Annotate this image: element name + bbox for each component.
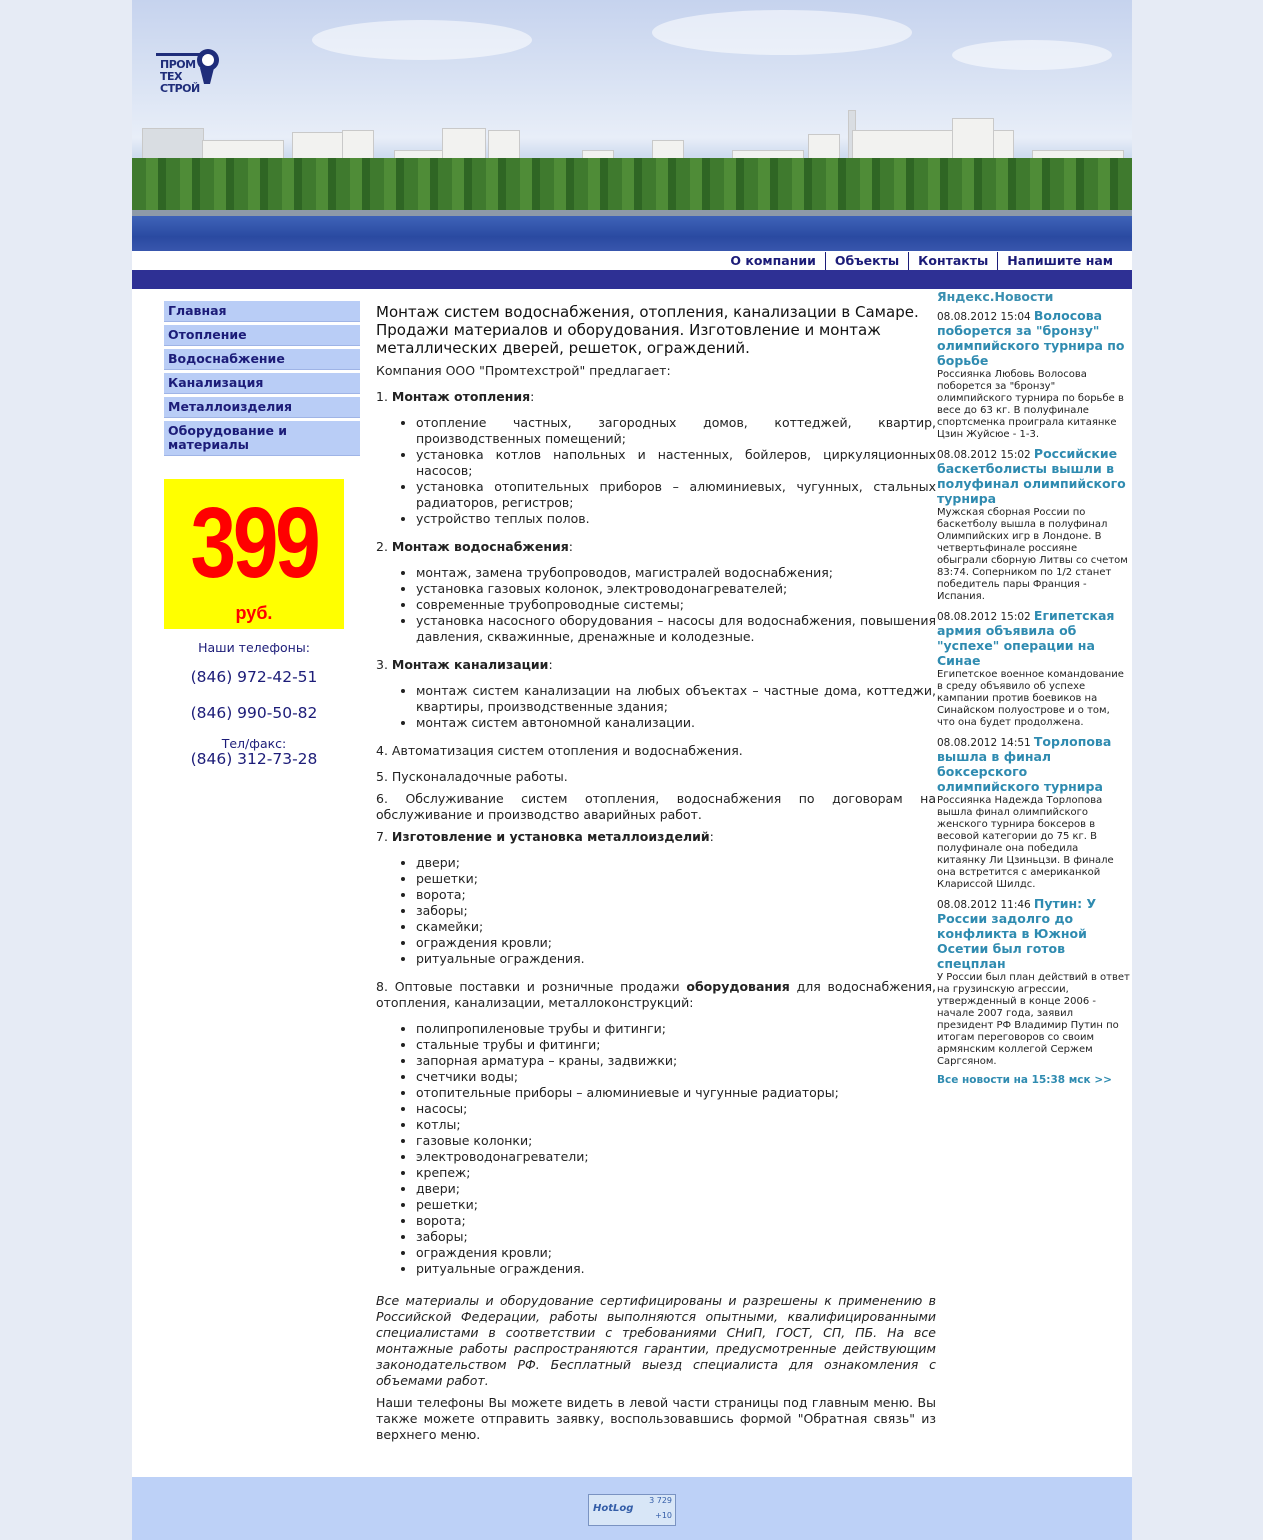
section-title: Монтаж водоснабжения [391,539,569,554]
section-water-list [376,565,936,645]
nav-about[interactable]: О компании [730,253,816,268]
section-sewerage-heading: 3. Монтаж канализации: [376,657,553,672]
section-number: 2. [376,539,392,554]
sidebar-item-metal-products[interactable]: Металлоизделия [164,397,360,418]
news-headline-link[interactable]: Египетская армия объявила об "успехе" операции на Синае [937,608,1115,668]
section-heating-heading: 1. Монтаж отопления: [376,389,535,404]
list-item: • скамейки; [416,919,936,935]
section-maintenance: 6. Обслуживание систем отопления, водоснабжения по договорам на обслуживание и производство аварийных работ. [376,791,936,822]
news-item [937,609,1130,729]
list-item: • установка насосного оборудования – насосы для водоснабжения, повышения давления, скважинные, дренажные и колодезные. [416,613,936,645]
top-navigation [721,252,1122,270]
list-item: • электроводонагреватели; [416,1149,936,1165]
list-item: • двери; [416,855,936,871]
certification-note: Все материалы и оборудование сертифицированы и разрешены к применению в Российской Федерации, работы выполняются опытными, квалифицированными специалистами в соответствии с требованиями СНиП, ГОСТ, СП, ПБ. На все монтажные работы распространяются гарантии, предусмотренные действующим законодательством РФ. Бесплатный выезд специалиста для ознакомления с объемами работ. [376,1293,936,1388]
section-text: для водоснабжения, отопления, канализации, металлоконструкций: [376,979,936,1010]
section-sewerage-list [376,683,936,731]
list-item: • современные трубопроводные системы; [416,597,936,613]
section-text: 8. Оптовые поставки и розничные продажи [376,979,687,994]
list-item: • полипропиленовые трубы и фитинги; [416,1021,936,1037]
sidebar-item-water-supply[interactable]: Водоснабжение [164,349,360,370]
list-item: • ограждения кровли; [416,1245,936,1261]
price-banner[interactable] [164,479,344,629]
news-summary: У России был план действий в ответ на грузинскую агрессии, утвержденный в конце 2006 - начале 2007 года, заявил президент РФ Владимир Путин по итогам переговоров со своим армянским коллегой Сержем Саргсяном. [937,972,1130,1067]
nav-objects[interactable]: Объекты [825,252,908,270]
list-item: • двери; [416,1181,936,1197]
phones-label: Наши телефоны: [198,640,310,655]
news-headline-link[interactable]: Российские баскетболисты вышли в полуфинал олимпийского турнира [937,446,1126,506]
news-summary: Россиянка Надежда Торлопова вышла финал олимпийского женского турнира боксеров в весовой категории до 75 кг. В полуфинале она победила китаянку Ли Цзиньцзи. В финале она встретится с американкой Клариссой Шилдс. [937,795,1114,890]
news-date: 08.08.2012 15:02 [937,611,1031,623]
section-title: оборудования [686,979,790,994]
nav-write-us[interactable]: Напишите нам [997,252,1122,270]
news-item [937,897,1130,1068]
section-title: Монтаж отопления [391,389,531,404]
list-item: • насосы; [416,1101,936,1117]
list-item: • ритуальные ограждения. [416,1261,936,1277]
list-item: • установка газовых колонок, электроводонагревателей; [416,581,936,597]
list-item: • заборы; [416,1229,936,1245]
logo-text-line2: ТЕХ [160,70,182,83]
contact-note: Наши телефоны Вы можете видеть в левой части страницы под главным меню. Вы также можете отправить заявку, воспользовавшись формой "Обратная связь" из верхнего меню. [376,1395,936,1442]
list-item: • отопительные приборы – алюминиевые и чугунные радиаторы; [416,1085,936,1101]
news-date: 08.08.2012 14:51 [937,737,1031,749]
news-headline-link[interactable]: Торлопова вышла в финал боксерского олимпийского турнира [937,734,1112,794]
section-number: 1. [376,389,392,404]
list-item: • крепеж; [416,1165,936,1181]
news-item [937,447,1130,603]
section-water-heading: 2. Монтаж водоснабжения: [376,539,573,554]
footer [132,1477,1132,1540]
section-number: 3. [376,657,392,672]
news-summary: Россиянка Любовь Волосова поборется за "бронзу" олимпийского турнира по борьбе в весе до 63 кг. В полуфинале спортсменка проиграла китаянке Цзин Жуйсюе - 1-3. [937,369,1124,440]
list-item: • заборы; [416,903,936,919]
list-item: • монтаж, замена трубопроводов, магистралей водоснабжения; [416,565,936,581]
intro-text: Компания ООО "Промтехстрой" предлагает: [376,363,671,378]
section-metal-list [376,855,936,967]
sidebar-item-home[interactable]: Главная [164,301,360,322]
section-supplies-heading [376,979,936,1011]
hotlog-counter[interactable] [588,1494,676,1526]
price-currency: руб. [235,603,273,623]
news-summary: Египетское военное командование в среду объявило об успехе кампании против боевиков на Синайском полуострове и о том, что она будет продолжена. [937,669,1124,728]
list-item: • установка котлов напольных и настенных, бойлеров, циркуляционных насосов; [416,447,936,479]
section-title: Монтаж канализации [391,657,549,672]
section-metal-heading: 7. Изготовление и установка металлоизделий: [376,829,714,844]
counter-today: +10 [655,1511,672,1520]
news-item [937,309,1130,441]
nav-contacts[interactable]: Контакты [908,252,997,270]
list-item: • ритуальные ограждения. [416,951,936,967]
all-news-link[interactable]: Все новости на 15:38 мск >> [937,1074,1112,1086]
news-item [937,735,1130,891]
list-item: • запорная арматура – краны, задвижки; [416,1053,936,1069]
list-item: • установка отопительных приборов – алюминиевых, чугунных, стальных радиаторов, регистров; [416,479,936,511]
list-item: • ворота; [416,887,936,903]
section-heating-list [376,415,936,527]
page-container [132,0,1132,1540]
section-number: 7. [376,829,392,844]
news-date: 08.08.2012 15:02 [937,449,1031,461]
logo-text-line1: ПРОМ [160,58,196,71]
fax-label: Тел/факс: [221,736,287,751]
section-commissioning: 5. Пусконаладочные работы. [376,769,568,784]
list-item: • решетки; [416,1197,936,1213]
price-value: 399 [190,487,318,599]
sidebar-menu [164,301,360,459]
list-item: • котлы; [416,1117,936,1133]
list-item: • монтаж систем автономной канализации. [416,715,936,731]
news-headline-link[interactable]: Путин: У России задолго до конфликта в Южной Осетии был готов спецплан [937,896,1097,971]
sidebar-item-sewerage[interactable]: Канализация [164,373,360,394]
news-date: 08.08.2012 11:46 [937,899,1031,911]
sidebar-item-heating[interactable]: Отопление [164,325,360,346]
sidebar-item-equipment[interactable]: Оборудование и материалы [164,421,360,456]
logo-text-line3: СТРОЙ [160,82,200,95]
header-banner [132,0,1132,251]
main-content [376,303,936,1453]
fax-number: (846) 312-73-28 [190,750,318,768]
section-title: Изготовление и установка металлоизделий [391,829,710,844]
header-divider-bar [132,270,1132,289]
company-logo[interactable] [156,44,226,100]
list-item: • монтаж систем канализации на любых объектах – частные дома, коттеджи, квартиры, производственные здания; [416,683,936,715]
list-item: • счетчики воды; [416,1069,936,1085]
list-item: • решетки; [416,871,936,887]
list-item: • газовые колонки; [416,1133,936,1149]
news-headline-link[interactable]: Волосова поборется за "бронзу" олимпийского турнира по борьбе [937,308,1125,368]
phone-number-1: (846) 972-42-51 [190,668,318,686]
phone-number-2: (846) 990-50-82 [190,704,318,722]
list-item: • ограждения кровли; [416,935,936,951]
list-item: • ворота; [416,1213,936,1229]
news-summary: Мужская сборная России по баскетболу вышла в полуфинал Олимпийских игр в Лондоне. В четвертьфинале россияне обыграли сборную Литвы со счетом 83:74. Соперником по 1/2 станет победитель пары Франция - Испания. [937,507,1128,602]
list-item: • отопление частных, загородных домов, коттеджей, квартир, производственных помещений; [416,415,936,447]
counter-brand: HotLog [593,1503,634,1514]
page-title: Монтаж систем водоснабжения, отопления, канализации в Самаре. Продажи материалов и оборудования. Изготовление и монтаж металлических дверей, решеток, ограждений. [376,303,919,357]
list-item: • стальные трубы и фитинги; [416,1037,936,1053]
news-widget [937,289,1130,1086]
list-item: • устройство теплых полов. [416,511,936,527]
news-date: 08.08.2012 15:04 [937,311,1031,323]
section-automation: 4. Автоматизация систем отопления и водоснабжения. [376,743,743,758]
section-supplies-list [376,1021,936,1277]
news-widget-title[interactable]: Яндекс.Новости [937,289,1054,304]
counter-hits: 3 729 [649,1496,672,1505]
